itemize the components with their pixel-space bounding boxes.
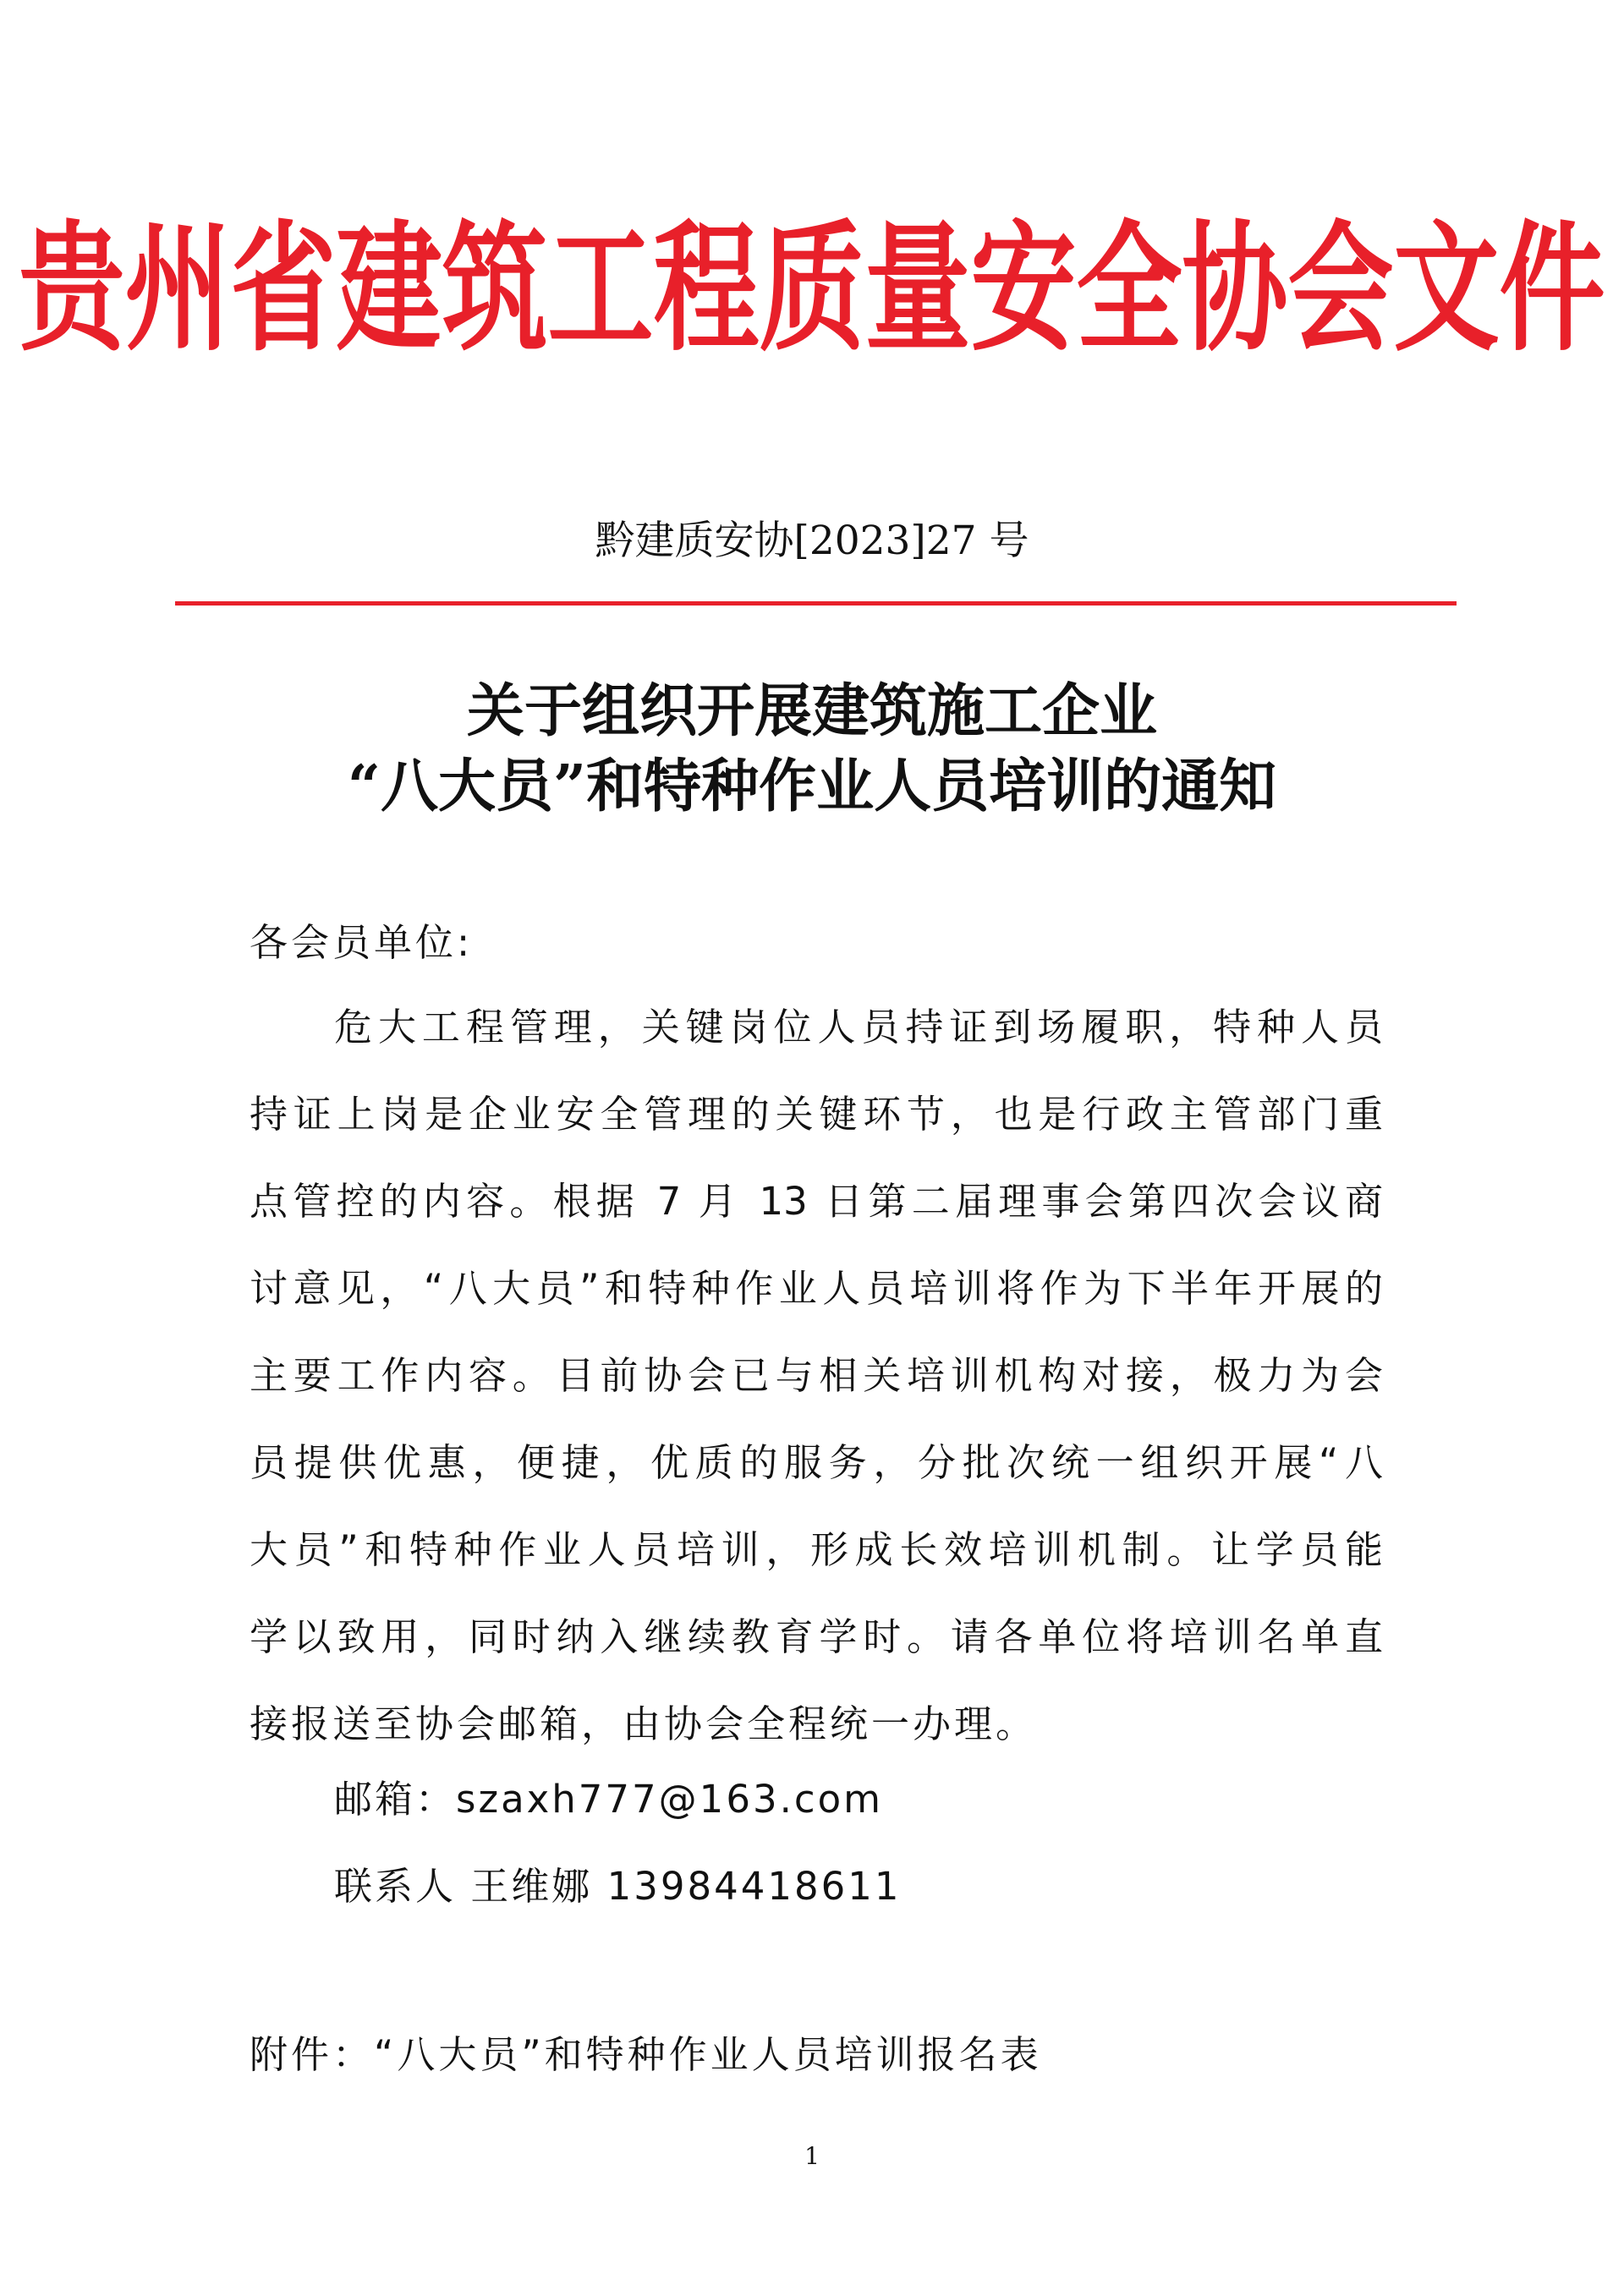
email-line: 邮箱：szaxh777@163.com (334, 1777, 883, 1822)
red-divider (175, 601, 1457, 606)
paragraph-line: 学以致用，同时纳入继续教育学时。请各单位将培训名单直 (250, 1614, 1383, 1659)
paragraph-line: 接报送至协会邮箱，由协会全程统一办理。 (250, 1701, 1038, 1746)
paragraph-line: 主要工作内容。目前协会已与相关培训机构对接，极力为会 (250, 1353, 1383, 1398)
page-number: 1 (804, 2142, 820, 2170)
notice-title-line-2: “八大员”和特种作业人员培训的通知 (347, 753, 1277, 820)
body-paragraph (250, 998, 1383, 1782)
paragraph-line: 大员”和特种作业人员培训，形成长效培训机制。让学员能 (250, 1527, 1383, 1572)
paragraph-line: 持证上岗是企业安全管理的关键环节，也是行政主管部门重 (250, 1092, 1383, 1137)
masthead-title: 贵州省建筑工程质量安全协会文件 (19, 207, 1605, 371)
attachment-line: 附件：“八大员”和特种作业人员培训报名表 (250, 2032, 1042, 2077)
paragraph-line: 讨意见，“八大员”和特种作业人员培训将作为下半年开展的 (250, 1266, 1383, 1311)
notice-title-line-1: 关于组织开展建筑施工企业 (466, 677, 1157, 745)
paragraph-line: 点管控的内容。根据 7 月 13 日第二届理事会第四次会议商 (250, 1179, 1383, 1224)
paragraph-line: 危大工程管理，关键岗位人员持证到场履职，特种人员 (334, 1005, 1383, 1049)
contact-person-line: 联系人 王维娜 13984418611 (334, 1864, 902, 1909)
salutation: 各会员单位: (250, 920, 474, 965)
document-number: 黔建质安协[2023]27 号 (595, 518, 1029, 564)
paragraph-line: 员提供优惠，便捷，优质的服务，分批次统一组织开展“八 (250, 1440, 1383, 1485)
masthead (19, 199, 1605, 381)
